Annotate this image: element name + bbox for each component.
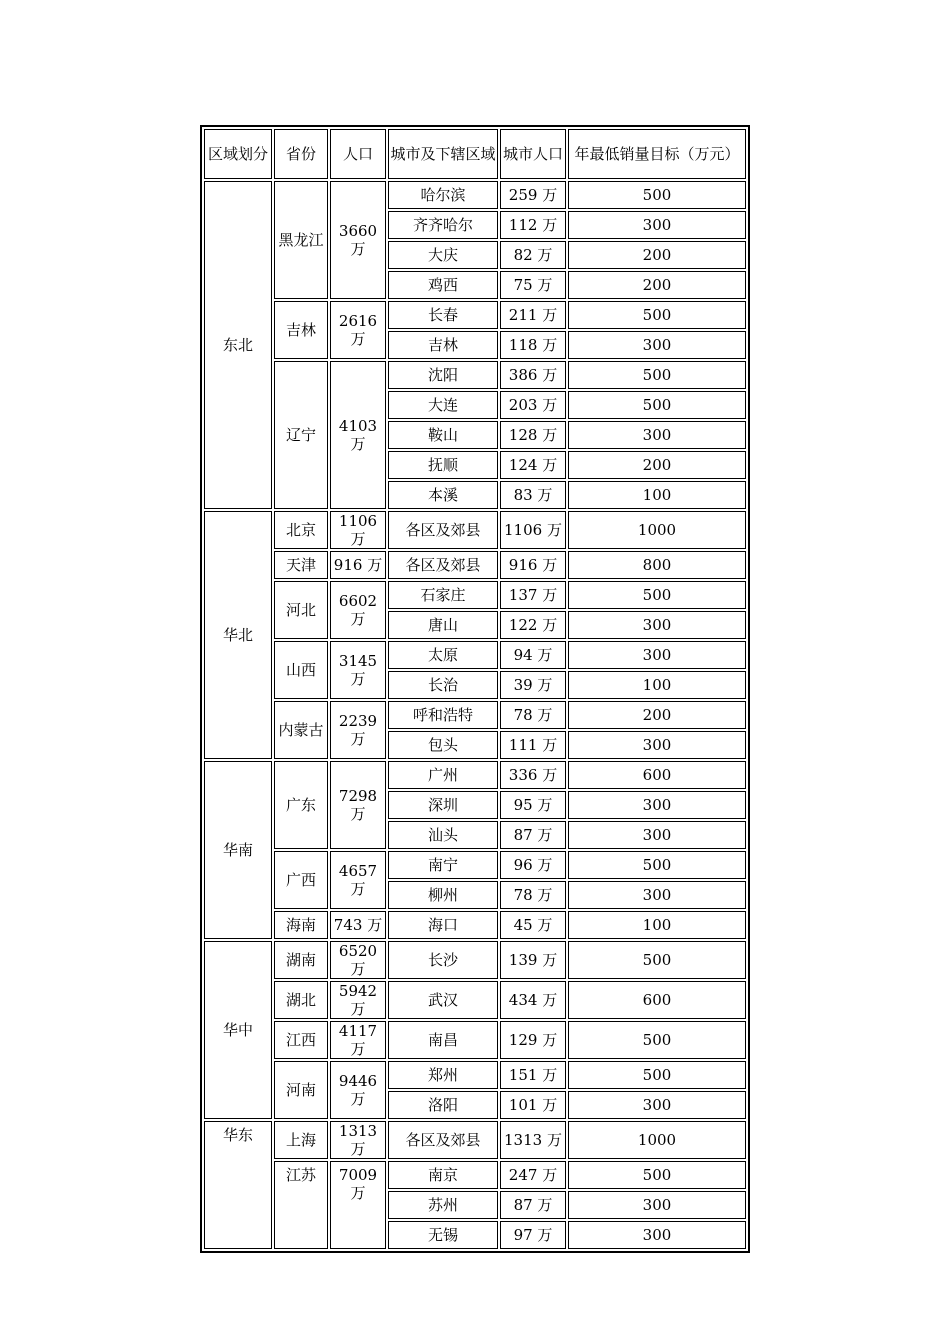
- city-population-cell: 434 万: [500, 981, 566, 1019]
- sales-target-cell: 500: [568, 941, 746, 979]
- province-cell: 辽宁: [274, 361, 328, 509]
- province-population-cell: 1106 万: [330, 511, 386, 549]
- city-cell: 深圳: [388, 791, 498, 819]
- city-cell: 南宁: [388, 851, 498, 879]
- city-cell: 郑州: [388, 1061, 498, 1089]
- city-cell: 海口: [388, 911, 498, 939]
- city-population-cell: 139 万: [500, 941, 566, 979]
- city-cell: 唐山: [388, 611, 498, 639]
- city-population-cell: 75 万: [500, 271, 566, 299]
- city-population-cell: 87 万: [500, 821, 566, 849]
- city-population-cell: 1106 万: [500, 511, 566, 549]
- sales-target-cell: 200: [568, 271, 746, 299]
- region-cell: 东北: [204, 181, 272, 509]
- city-cell: 长治: [388, 671, 498, 699]
- city-cell: 沈阳: [388, 361, 498, 389]
- city-cell: 大连: [388, 391, 498, 419]
- region-cell: 华北: [204, 511, 272, 759]
- table-row: [204, 361, 746, 389]
- table-row: [204, 581, 746, 609]
- sales-target-cell: 500: [568, 1161, 746, 1189]
- table-row: [204, 701, 746, 729]
- sales-target-cell: 500: [568, 851, 746, 879]
- city-population-cell: 124 万: [500, 451, 566, 479]
- sales-target-cell: 300: [568, 421, 746, 449]
- province-cell: 河南: [274, 1061, 328, 1119]
- sales-target-cell: 300: [568, 1091, 746, 1119]
- province-cell: 山西: [274, 641, 328, 699]
- sales-target-cell: 300: [568, 611, 746, 639]
- table-row: [204, 1161, 746, 1189]
- city-population-cell: 97 万: [500, 1221, 566, 1249]
- city-population-cell: 122 万: [500, 611, 566, 639]
- table-header-row: [204, 129, 746, 179]
- city-cell: 各区及郊县: [388, 551, 498, 579]
- province-population-cell: 916 万: [330, 551, 386, 579]
- city-population-cell: 129 万: [500, 1021, 566, 1059]
- province-population-cell: 3660 万: [330, 181, 386, 299]
- city-cell: 包头: [388, 731, 498, 759]
- city-population-cell: 101 万: [500, 1091, 566, 1119]
- sales-target-cell: 300: [568, 821, 746, 849]
- province-cell: 江苏: [274, 1161, 328, 1249]
- header-population: 人口: [330, 129, 386, 179]
- sales-target-cell: 300: [568, 211, 746, 239]
- province-cell: 上海: [274, 1121, 328, 1159]
- sales-target-cell: 300: [568, 881, 746, 909]
- city-population-cell: 247 万: [500, 1161, 566, 1189]
- header-city: 城市及下辖区域: [388, 129, 498, 179]
- province-population-cell: 2239 万: [330, 701, 386, 759]
- table-row: [204, 761, 746, 789]
- city-population-cell: 94 万: [500, 641, 566, 669]
- city-cell: 南昌: [388, 1021, 498, 1059]
- sales-target-cell: 200: [568, 241, 746, 269]
- province-population-cell: 4657 万: [330, 851, 386, 909]
- province-population-cell: 5942 万: [330, 981, 386, 1019]
- table-row: [204, 511, 746, 549]
- province-cell: 黑龙江: [274, 181, 328, 299]
- sales-target-cell: 200: [568, 701, 746, 729]
- city-cell: 石家庄: [388, 581, 498, 609]
- city-cell: 苏州: [388, 1191, 498, 1219]
- city-population-cell: 211 万: [500, 301, 566, 329]
- table-row: [204, 851, 746, 879]
- city-cell: 太原: [388, 641, 498, 669]
- province-cell: 广东: [274, 761, 328, 849]
- sales-target-cell: 500: [568, 181, 746, 209]
- city-population-cell: 336 万: [500, 761, 566, 789]
- province-population-cell: 6520 万: [330, 941, 386, 979]
- province-cell: 内蒙古: [274, 701, 328, 759]
- city-cell: 南京: [388, 1161, 498, 1189]
- province-cell: 湖北: [274, 981, 328, 1019]
- city-population-cell: 83 万: [500, 481, 566, 509]
- sales-target-cell: 500: [568, 581, 746, 609]
- city-cell: 齐齐哈尔: [388, 211, 498, 239]
- city-cell: 本溪: [388, 481, 498, 509]
- city-cell: 各区及郊县: [388, 1121, 498, 1159]
- sales-target-cell: 300: [568, 331, 746, 359]
- province-population-cell: 3145 万: [330, 641, 386, 699]
- city-population-cell: 118 万: [500, 331, 566, 359]
- city-cell: 吉林: [388, 331, 498, 359]
- province-population-cell: 1313 万: [330, 1121, 386, 1159]
- city-population-cell: 78 万: [500, 881, 566, 909]
- city-population-cell: 39 万: [500, 671, 566, 699]
- city-cell: 汕头: [388, 821, 498, 849]
- header-province: 省份: [274, 129, 328, 179]
- table-row: [204, 981, 746, 1019]
- table-row: [204, 1021, 746, 1059]
- city-population-cell: 45 万: [500, 911, 566, 939]
- sales-target-cell: 300: [568, 641, 746, 669]
- sales-target-cell: 500: [568, 361, 746, 389]
- city-population-cell: 259 万: [500, 181, 566, 209]
- city-cell: 哈尔滨: [388, 181, 498, 209]
- city-cell: 长春: [388, 301, 498, 329]
- city-cell: 各区及郊县: [388, 511, 498, 549]
- sales-target-cell: 300: [568, 731, 746, 759]
- province-population-cell: 743 万: [330, 911, 386, 939]
- province-cell: 江西: [274, 1021, 328, 1059]
- city-cell: 无锡: [388, 1221, 498, 1249]
- city-population-cell: 96 万: [500, 851, 566, 879]
- city-cell: 广州: [388, 761, 498, 789]
- sales-target-cell: 1000: [568, 511, 746, 549]
- province-cell: 河北: [274, 581, 328, 639]
- sales-target-cell: 800: [568, 551, 746, 579]
- city-population-cell: 82 万: [500, 241, 566, 269]
- sales-target-cell: 100: [568, 481, 746, 509]
- sales-target-cell: 1000: [568, 1121, 746, 1159]
- sales-target-cell: 300: [568, 791, 746, 819]
- city-cell: 洛阳: [388, 1091, 498, 1119]
- province-population-cell: 7009 万: [330, 1161, 386, 1249]
- city-population-cell: 916 万: [500, 551, 566, 579]
- province-cell: 北京: [274, 511, 328, 549]
- province-population-cell: 4117 万: [330, 1021, 386, 1059]
- city-population-cell: 95 万: [500, 791, 566, 819]
- province-population-cell: 9446 万: [330, 1061, 386, 1119]
- table-row: [204, 911, 746, 939]
- sales-target-cell: 500: [568, 391, 746, 419]
- city-population-cell: 137 万: [500, 581, 566, 609]
- province-cell: 天津: [274, 551, 328, 579]
- sales-target-cell: 500: [568, 1061, 746, 1089]
- table-row: [204, 641, 746, 669]
- sales-target-cell: 300: [568, 1221, 746, 1249]
- city-population-cell: 1313 万: [500, 1121, 566, 1159]
- city-population-cell: 78 万: [500, 701, 566, 729]
- region-cell: 华中: [204, 941, 272, 1119]
- province-population-cell: 4103 万: [330, 361, 386, 509]
- sales-target-table: [200, 125, 750, 1253]
- city-cell: 武汉: [388, 981, 498, 1019]
- province-cell: 海南: [274, 911, 328, 939]
- sales-target-cell: 300: [568, 1191, 746, 1219]
- table-row: [204, 301, 746, 329]
- city-cell: 抚顺: [388, 451, 498, 479]
- province-cell: 广西: [274, 851, 328, 909]
- table-row: [204, 1061, 746, 1089]
- table-row: [204, 941, 746, 979]
- city-population-cell: 112 万: [500, 211, 566, 239]
- region-cell: 华南: [204, 761, 272, 939]
- province-population-cell: 2616 万: [330, 301, 386, 359]
- sales-target-cell: 100: [568, 671, 746, 699]
- sales-target-cell: 100: [568, 911, 746, 939]
- city-population-cell: 151 万: [500, 1061, 566, 1089]
- table-row: [204, 181, 746, 209]
- city-population-cell: 111 万: [500, 731, 566, 759]
- table-body: [204, 181, 746, 1249]
- province-cell: 湖南: [274, 941, 328, 979]
- city-cell: 鸡西: [388, 271, 498, 299]
- city-population-cell: 87 万: [500, 1191, 566, 1219]
- region-cell: 华东: [204, 1121, 272, 1249]
- sales-target-cell: 600: [568, 981, 746, 1019]
- header-region: 区域划分: [204, 129, 272, 179]
- city-cell: 长沙: [388, 941, 498, 979]
- province-cell: 吉林: [274, 301, 328, 359]
- city-cell: 鞍山: [388, 421, 498, 449]
- header-city-population: 城市人口: [500, 129, 566, 179]
- province-population-cell: 7298 万: [330, 761, 386, 849]
- sales-target-cell: 500: [568, 1021, 746, 1059]
- header-sales-target: 年最低销量目标（万元）: [568, 129, 746, 179]
- city-cell: 柳州: [388, 881, 498, 909]
- city-cell: 呼和浩特: [388, 701, 498, 729]
- sales-target-cell: 600: [568, 761, 746, 789]
- city-population-cell: 128 万: [500, 421, 566, 449]
- table-row: [204, 551, 746, 579]
- sales-target-cell: 200: [568, 451, 746, 479]
- province-population-cell: 6602 万: [330, 581, 386, 639]
- city-population-cell: 203 万: [500, 391, 566, 419]
- city-cell: 大庆: [388, 241, 498, 269]
- table-row: [204, 1121, 746, 1159]
- sales-target-cell: 500: [568, 301, 746, 329]
- city-population-cell: 386 万: [500, 361, 566, 389]
